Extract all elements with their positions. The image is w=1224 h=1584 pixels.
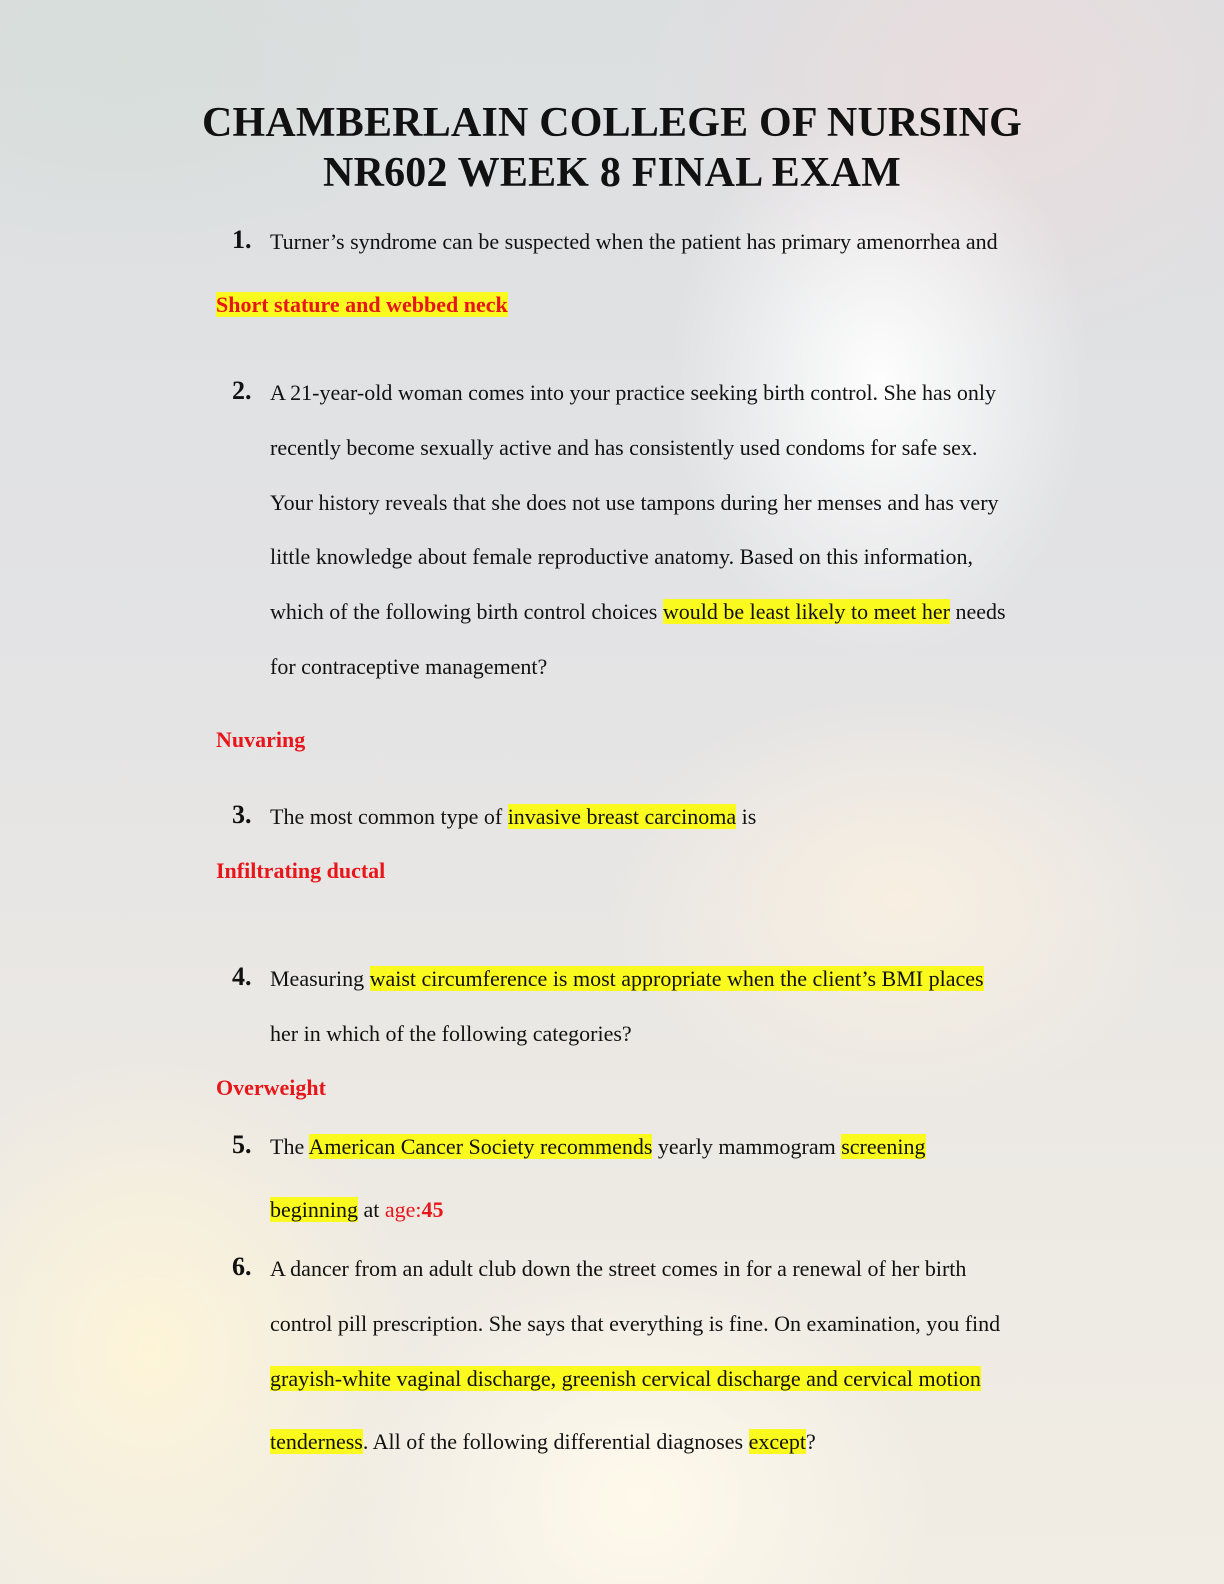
question-5-number: 5. xyxy=(232,1130,252,1159)
question-2-line-2: recently become sexually active and has consistently used condoms for safe sex. xyxy=(270,435,978,460)
question-6-line-2: control pill prescription. She says that everything is fine. On examination, you find xyxy=(270,1311,1001,1336)
question-4-highlight: waist circumference is most appropriate when the client’s BMI places xyxy=(369,966,984,991)
question-3-text-start: The most common type of xyxy=(270,804,508,829)
question-6-highlight-3: except xyxy=(748,1429,807,1454)
question-6-line-4 xyxy=(270,1429,816,1455)
question-2-highlight: would be least likely to meet her xyxy=(662,599,950,624)
question-6-line-4-mid: . All of the following differential diagnoses xyxy=(362,1429,749,1454)
question-6-line-4-end: ? xyxy=(806,1429,816,1454)
question-4-line-2: her in which of the following categories? xyxy=(270,1021,632,1046)
question-5-highlight-1: American Cancer Society recommends xyxy=(308,1134,653,1159)
question-3-answer: Infiltrating ductal xyxy=(216,858,386,883)
question-1-text: Turner’s syndrome can be suspected when the patient has primary amenorrhea and xyxy=(270,229,998,254)
question-2-line-5-start: which of the following birth control choices xyxy=(270,599,663,624)
question-3-highlight: invasive breast carcinoma xyxy=(507,804,737,829)
question-2-line-5-end: needs xyxy=(950,599,1006,624)
question-5-line-2-mid: at xyxy=(358,1197,385,1222)
question-5-line-1 xyxy=(270,1134,926,1160)
question-1-number: 1. xyxy=(232,225,252,254)
question-2-number: 2. xyxy=(232,376,252,405)
question-4-number: 4. xyxy=(232,962,252,991)
question-6-highlight-1: grayish-white vaginal discharge, greenish cervical discharge and cervical motion xyxy=(270,1366,981,1391)
question-5-line-2 xyxy=(270,1197,444,1223)
question-2-line-3: Your history reveals that she does not use tampons during her menses and has very xyxy=(270,490,999,515)
title-line-2: NR602 WEEK 8 FINAL EXAM xyxy=(323,150,901,196)
question-2-line-4: little knowledge about female reproductive anatomy. Based on this information, xyxy=(270,544,973,569)
question-2-line-1: A 21-year-old woman comes into your practice seeking birth control. She has only xyxy=(270,380,996,405)
question-5-line-1-mid: yearly mammogram xyxy=(652,1134,842,1159)
question-2-line-5 xyxy=(270,599,1006,625)
question-1-answer-highlight: Short stature and webbed neck xyxy=(216,292,508,317)
question-6-line-3 xyxy=(270,1366,981,1392)
question-4-line-1-start: Measuring xyxy=(270,966,370,991)
question-5-highlight-3: beginning xyxy=(270,1197,358,1222)
question-6-number: 6. xyxy=(232,1252,252,1281)
question-3-text xyxy=(270,804,756,830)
question-2-line-6: for contraceptive management? xyxy=(270,654,548,679)
question-3-number: 3. xyxy=(232,800,252,829)
question-5-line-1-start: The xyxy=(270,1134,309,1159)
question-5-answer-value: 45 xyxy=(421,1197,444,1222)
question-5-answer-label: age: xyxy=(384,1197,422,1222)
question-4-answer: Overweight xyxy=(216,1075,326,1100)
question-6-line-1: A dancer from an adult club down the street comes in for a renewal of her birth xyxy=(270,1256,967,1281)
question-6-highlight-2: tenderness xyxy=(270,1429,363,1454)
question-5-highlight-2: screening xyxy=(841,1134,926,1159)
question-4-line-1 xyxy=(270,966,984,992)
question-1-answer xyxy=(216,292,508,318)
title-line-1: CHAMBERLAIN COLLEGE OF NURSING xyxy=(201,100,1023,146)
question-3-text-end: is xyxy=(736,804,757,829)
document-title xyxy=(0,98,1224,198)
question-2-answer: Nuvaring xyxy=(216,727,306,752)
